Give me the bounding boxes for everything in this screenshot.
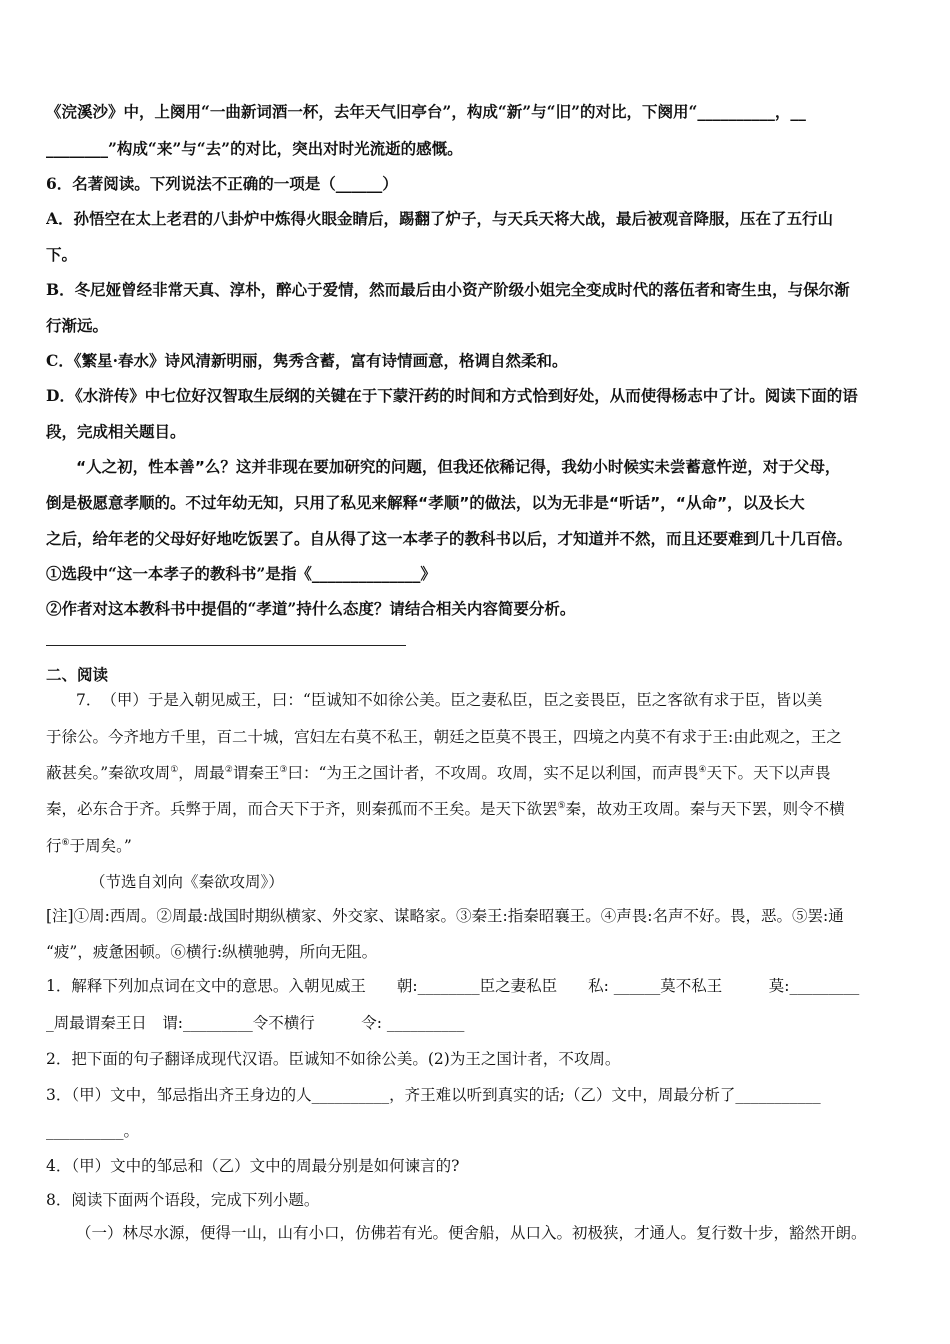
classical-text-line: 于徐公。今齐地方千里，百二十城，宫妇左右莫不私王，朝廷之臣莫不畏王，四境之内莫不有求于王:由此观之，王之 bbox=[46, 728, 842, 746]
exercise-2: 2．把下面的句子翻译成现代汉语。臣诚知不如徐公美。(2)为王之国计者，不攻周。 bbox=[46, 1050, 621, 1068]
classical-text-line bbox=[46, 799, 908, 819]
text-line: 行渐远。 bbox=[46, 316, 109, 335]
question-8: 8．阅读下面两个语段，完成下列小题。 bbox=[46, 1191, 320, 1209]
note-marker: ⑤ bbox=[557, 800, 566, 811]
sub-question-1: ①选段中“这一本孝子的教科书”是指《______________》 bbox=[46, 564, 436, 583]
text-segment: 曰：“为王之国计者，不攻周。攻周，实不足以利国，而声畏 bbox=[287, 764, 699, 782]
passage-line: 之后，给年老的父母好好地吃饭罢了。自从得了这一本孝子的教科书以后，才知道并不然，而且还要难到几十几百倍。 bbox=[46, 530, 853, 548]
text-segment: 行 bbox=[46, 837, 62, 855]
text-segment: 蔽甚矣。”秦欲攻周 bbox=[46, 764, 171, 782]
exercise-1-cont: _周最谓秦王日 谓:_________令不横行 令: __________ bbox=[46, 1014, 465, 1032]
classical-text-line bbox=[46, 836, 908, 856]
text-segment: 秦，必东合于齐。兵弊于周，而合天下于齐，则秦孤而不王矣。是天下欲罢 bbox=[46, 800, 558, 818]
section-heading: 二、阅读 bbox=[46, 665, 109, 684]
option-a: A．孙悟空在太上老君的八卦炉中炼得火眼金睛后，踢翻了炉子，与天兵天将大战，最后被观音降服，压在了五行山 bbox=[46, 209, 834, 228]
text-line: 《浣溪沙》中，上阕用“一曲新词酒一杯，去年天气旧亭台”，构成“新”与“旧”的对比，下阕用“__________，__ bbox=[46, 102, 806, 121]
exercise-3-cont: __________。 bbox=[46, 1122, 140, 1140]
source-citation: （节选自刘向《秦欲攻周》） bbox=[90, 873, 284, 891]
text-segment: 谓秦王 bbox=[232, 764, 280, 782]
exercise-4: 4．（甲）文中的邹忌和（乙）文中的周最分别是如何谏言的? bbox=[46, 1157, 460, 1175]
passage-line: 倒是极愿意孝顺的。不过年幼无知，只用了私见来解释“孝顺”的做法，以为无非是“听话”，“从命”，以及长大 bbox=[46, 494, 805, 512]
text-segment: 秦，故劝王攻周。秦与天下罢，则令不横 bbox=[565, 800, 845, 818]
note-marker: ② bbox=[224, 764, 233, 775]
option-c: C．《繁星·春水》诗风清新明丽，隽秀含蓄，富有诗情画意，格调自然柔和。 bbox=[46, 351, 568, 370]
answer-line bbox=[46, 645, 406, 646]
classical-text-line bbox=[46, 763, 908, 783]
note-marker: ① bbox=[170, 764, 179, 775]
option-d: D．《水浒传》中七位好汉智取生辰纲的关键在于下蒙汗药的时间和方式恰到好处，从而使得杨志中了计。阅读下面的语 bbox=[46, 386, 858, 405]
sub-question-2: ②作者对这本教科书中提倡的“孝道”持什么态度？请结合相关内容简要分析。 bbox=[46, 599, 576, 618]
annotation-line: “疲”，疲惫困顿。⑥横行:纵横驰骋，所向无阻。 bbox=[46, 943, 378, 961]
text-line: 下。 bbox=[46, 245, 78, 264]
exercise-3: 3．（甲）文中，邹忌指出齐王身边的人__________，齐王难以听到真实的话;（乙）文中，周最分析了___________ bbox=[46, 1086, 821, 1104]
note-marker: ③ bbox=[279, 764, 288, 775]
text-segment: ，周最 bbox=[178, 764, 225, 782]
note-marker: ⑥ bbox=[61, 837, 70, 848]
text-segment: 于周矣。” bbox=[69, 837, 132, 855]
note-marker: ④ bbox=[698, 764, 707, 775]
option-b: B．冬尼娅曾经非常天真、淳朴，醉心于爱情，然而最后由小资产阶级小姐完全变成时代的落伍者和寄生虫，与保尔渐 bbox=[46, 280, 850, 299]
question-7: 7． （甲）于是入朝见威王，曰：“臣诚知不如徐公美。臣之妻私臣，臣之妾畏臣，臣之客欲有求于臣，皆以美 bbox=[76, 691, 823, 709]
text-line: 段，完成相关题目。 bbox=[46, 422, 186, 441]
text-line: ________”构成“来”与“去”的对比，突出对时光流逝的感慨。 bbox=[46, 139, 463, 158]
annotation-line: [注]①周:西周。②周最:战国时期纵横家、外交家、谋略家。③秦王:指秦昭襄王。④声畏:名声不好。畏，恶。⑤罢:通 bbox=[46, 907, 844, 925]
text-segment: 天下。天下以声畏 bbox=[706, 764, 831, 782]
question-6: 6．名著阅读。下列说法不正确的一项是（______） bbox=[46, 174, 398, 193]
passage-line: “人之初，性本善”么？这并非现在要加研究的问题，但我还依稀记得，我幼小时候实未尝蓄意忤逆，对于父母， bbox=[76, 458, 841, 476]
passage-line: （一）林尽水源，便得一山，山有小口，仿佛若有光。便舍船，从口入。初极狭，才通人。复行数十步，豁然开朗。 bbox=[76, 1224, 867, 1242]
exercise-1: 1．解释下列加点词在文中的意思。入朝见威王 朝:________臣之妻私臣 私: ______莫不私王 莫:_________ bbox=[46, 977, 860, 995]
